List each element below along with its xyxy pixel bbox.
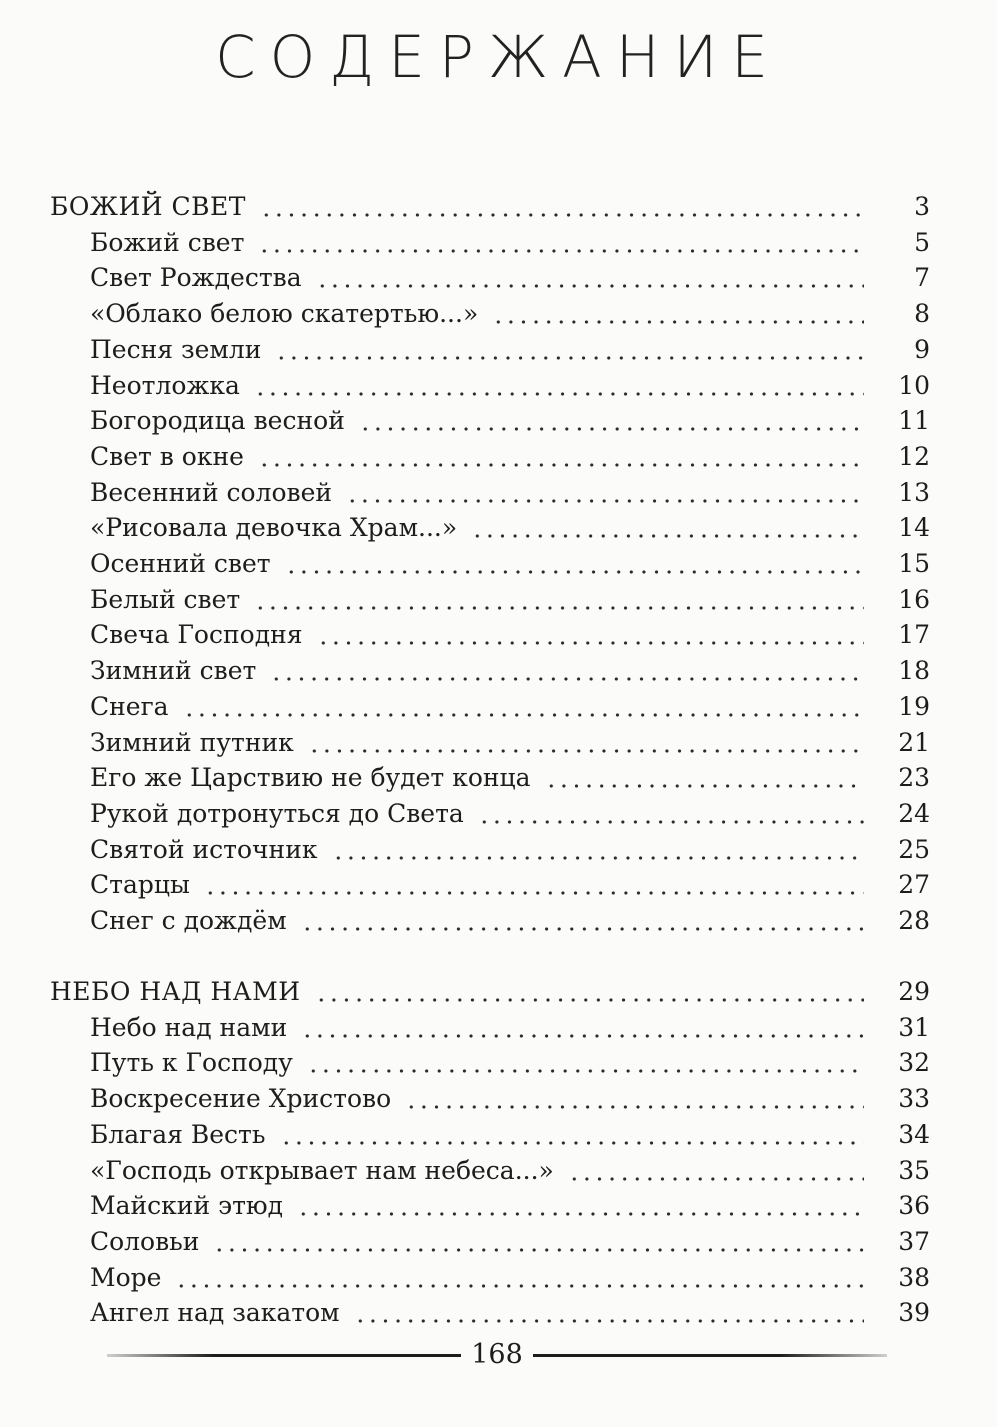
dot-leader (405, 1082, 864, 1116)
toc-entry (90, 904, 930, 938)
toc-entry (90, 1189, 930, 1223)
toc-entry-title: Зимний путник (90, 727, 294, 757)
toc-page-number: 24 (898, 798, 930, 828)
toc-entry-title: Снег с дождём (90, 906, 287, 935)
toc-entry (90, 726, 930, 760)
toc-entry-title: Белый свет (90, 584, 241, 614)
toc-entry-title: Майский этюд (90, 1191, 284, 1221)
dot-leader (275, 333, 864, 367)
toc-entry (90, 1154, 930, 1188)
toc-page-number: 13 (898, 477, 930, 507)
toc-page-number: 16 (898, 584, 930, 614)
toc-page-number: 32 (898, 1048, 930, 1078)
toc-page-number: 15 (898, 549, 930, 578)
toc-entry-title: Море (90, 1262, 162, 1292)
toc-page-number: 35 (898, 1155, 930, 1185)
toc-entry-title: Песня земли (90, 334, 262, 364)
toc-entry-title: Божий свет (90, 227, 245, 257)
toc-entry-title: Путь к Господу (90, 1048, 293, 1078)
toc-entry-title: Воскресение Христово (90, 1084, 392, 1114)
toc-entry (90, 226, 930, 260)
toc-page-number: 25 (898, 834, 930, 864)
toc-page-number: 10 (898, 370, 930, 400)
toc-entry (90, 654, 930, 688)
dot-leader (175, 1261, 864, 1295)
toc-page-number: 12 (898, 441, 930, 471)
toc-page-number: 18 (898, 656, 930, 686)
dot-leader (471, 511, 864, 545)
toc-page-number: 9 (914, 334, 930, 364)
toc-page-number: 14 (898, 513, 930, 543)
toc-entry (90, 1296, 930, 1330)
dot-leader (270, 654, 864, 688)
toc-entry (90, 440, 930, 474)
toc-entry-title: Небо над нами (90, 1012, 288, 1042)
toc-page-number: 28 (898, 906, 930, 935)
toc-entry (90, 297, 930, 331)
dot-leader (301, 1011, 864, 1045)
toc-entry-title: Благая Весть (90, 1119, 266, 1149)
dot-leader (308, 726, 864, 760)
toc-page-number: 39 (898, 1298, 930, 1328)
toc-entry (90, 1082, 930, 1116)
dot-leader (285, 547, 864, 581)
toc-page-number: 23 (898, 763, 930, 793)
dot-leader (280, 1118, 865, 1152)
toc-entry (90, 868, 930, 902)
toc-entry (90, 1011, 930, 1045)
toc-page-number: 19 (898, 691, 930, 721)
dot-leader (301, 904, 864, 938)
toc-page-number: 3 (914, 192, 930, 221)
toc-entry (90, 1261, 930, 1295)
page-number: 168 (471, 1339, 523, 1370)
footer-rule-left (107, 1354, 461, 1357)
toc-page-number: 27 (898, 870, 930, 900)
dot-leader (260, 190, 864, 224)
dot-leader (346, 476, 864, 510)
toc-page-number: 5 (914, 227, 930, 257)
dot-leader (254, 369, 864, 403)
toc-section-heading (50, 975, 930, 1009)
toc-entry (90, 511, 930, 545)
toc-entry (90, 547, 930, 581)
dot-leader (204, 868, 864, 902)
toc-entry-title: Рукой дотронуться до Света (90, 798, 464, 828)
toc-entry-title: Осенний свет (90, 549, 271, 578)
toc-entry (90, 690, 930, 724)
dot-leader (254, 583, 864, 617)
toc-page-number: 8 (914, 299, 930, 329)
toc-page-number: 36 (898, 1191, 930, 1221)
toc-entry-title: «Рисовала девочка Храм...» (90, 513, 458, 543)
toc-section-title: НЕБО НАД НАМИ (50, 977, 301, 1006)
dot-leader (307, 1046, 864, 1080)
toc-entry (90, 404, 930, 438)
toc-entry (90, 833, 930, 867)
footer-rule-right (533, 1354, 887, 1357)
toc-entry-title: Свеча Господня (90, 620, 303, 650)
toc-entry-title: Ангел над закатом (90, 1298, 340, 1328)
dot-leader (183, 690, 864, 724)
toc-entry (90, 369, 930, 403)
toc-page-number: 33 (898, 1084, 930, 1114)
toc-entry-title: «Господь открывает нам небеса...» (90, 1155, 554, 1185)
dot-leader (258, 226, 864, 260)
toc-entry-title: «Облако белою скатертью...» (90, 299, 479, 329)
toc-entry-title: Старцы (90, 870, 190, 900)
dot-leader (258, 440, 864, 474)
toc-page-number: 17 (898, 620, 930, 650)
dot-leader (545, 761, 864, 795)
toc-entry-title: Зимний свет (90, 656, 257, 686)
toc-page-number: 29 (898, 977, 930, 1006)
toc-entry-title: Его же Царствию не будет конца (90, 763, 531, 793)
toc-entry (90, 476, 930, 510)
toc-entry (90, 1225, 930, 1259)
toc-page-number: 34 (898, 1119, 930, 1149)
toc-entry-title: Свет Рождества (90, 263, 302, 293)
dot-leader (317, 618, 864, 652)
page-title: СОДЕРЖАНИЕ (215, 23, 782, 91)
toc-page-number: 38 (898, 1262, 930, 1292)
toc-page-number: 7 (914, 263, 930, 293)
dot-leader (315, 975, 864, 1009)
toc-entry-title: Снега (90, 691, 169, 721)
dot-leader (297, 1189, 864, 1223)
toc-entry (90, 797, 930, 831)
page-footer (107, 1335, 887, 1375)
dot-leader (213, 1225, 864, 1259)
toc-entry-title: Весенний соловей (90, 477, 333, 507)
toc-entry-title: Соловьи (90, 1226, 200, 1256)
dot-leader (359, 404, 864, 438)
toc-page-number: 37 (898, 1226, 930, 1256)
toc-entry (90, 583, 930, 617)
dot-leader (478, 797, 864, 831)
toc-entry-title: Святой источник (90, 834, 318, 864)
toc-entry (90, 618, 930, 652)
dot-leader (332, 833, 865, 867)
toc-entry (90, 1118, 930, 1152)
toc-entry (90, 333, 930, 367)
toc-entry (90, 261, 930, 295)
dot-leader (354, 1296, 864, 1330)
toc-page-number: 11 (898, 406, 930, 436)
toc-entry-title: Богородица весной (90, 406, 345, 436)
toc-section-heading (50, 190, 930, 224)
toc-entry-title: Неотложка (90, 370, 240, 400)
toc-section-title: БОЖИЙ СВЕТ (50, 192, 246, 221)
toc-entry-title: Свет в окне (90, 441, 244, 471)
toc-page-number: 31 (898, 1012, 930, 1042)
toc-entry (90, 761, 930, 795)
dot-leader (568, 1154, 864, 1188)
toc-page-number: 21 (898, 727, 930, 757)
dot-leader (316, 261, 864, 295)
dot-leader (492, 297, 864, 331)
toc-entry (90, 1046, 930, 1080)
